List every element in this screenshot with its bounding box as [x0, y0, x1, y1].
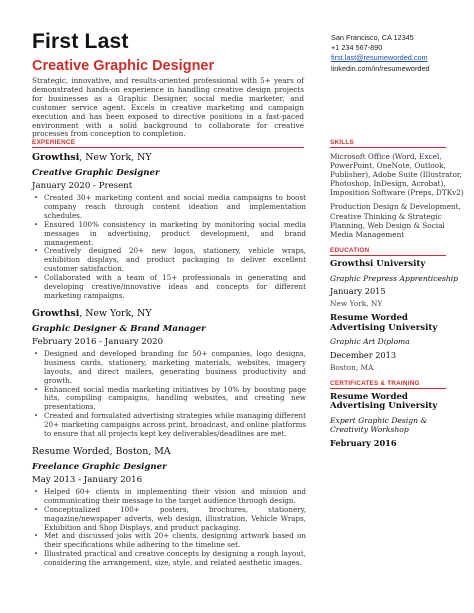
- education-school: Growthsi University: [330, 258, 426, 269]
- job-role: Creative Graphic Designer: [32, 168, 160, 178]
- contact-block: [331, 33, 466, 74]
- job-bullet: • Ensured 100% consistency in marketing by monitoring social media messages in advertising, product development, and brand management.: [44, 221, 306, 248]
- job-company-line: [32, 152, 306, 163]
- education-degree: Graphic Art Diploma: [330, 337, 410, 347]
- skills-software: Microsoft Office (Word, Excel, PowerPoint, OneNote, Outlook, Publisher), Adobe Suite (Illustrator, Photoshop, InDesign, Acrobat), Imposition Software (Preps, DTKv2): [330, 152, 464, 198]
- candidate-title: Creative Graphic Designer: [32, 58, 215, 74]
- education-school: Resume Worded Advertising University: [330, 312, 438, 333]
- job-bullet: • Created and formulated advertising strategies while managing different 20+ marketing campaigns across print, broadcast, and online platforms to ensure that all projects kept key deliverables/deadlines are met.: [44, 412, 306, 439]
- education-date: December 2013: [330, 349, 397, 360]
- job-bullets: [32, 194, 306, 301]
- job-entry: [32, 308, 306, 439]
- job-company: Growthsi: [32, 152, 80, 163]
- job-bullet: • Creatively designed 20+ new logos, stationery, vehicle wraps, exhibition displays, and product packaging to deliver excellent customer satisfaction.: [44, 247, 306, 274]
- education-entry: [330, 314, 466, 372]
- education-degree: Graphic Prepress Apprenticeship: [330, 273, 459, 283]
- summary-paragraph: Strategic, innovative, and results-oriented professional with 5+ years of demonstrated hands-on experience in handling creative design projects for businesses as a Graphic Designer, social media marketer, and customer service agent. Excels in creative marketing and campaign execution and has been exposed to directive positions in a fast-paced environment with a solid background to collaborate for creative processes from conception to completion.: [32, 76, 304, 139]
- education-date: January 2015: [330, 285, 386, 296]
- job-bullet: • Created 30+ marketing content and social media campaigns to boost company reach through content ideation and implementation schedules.: [44, 194, 306, 221]
- certificates-heading: CERTIFICATES & TRAINING: [330, 380, 446, 389]
- certificate-entry: [330, 393, 466, 448]
- experience-heading: EXPERIENCE: [32, 139, 304, 148]
- skills-heading: SKILLS: [330, 139, 446, 148]
- job-bullets: [32, 488, 306, 568]
- job-company-line: [32, 446, 306, 457]
- job-location: , New York, NY: [79, 307, 152, 319]
- contact-phone: +1 234 567-890: [331, 43, 383, 53]
- certificate-institution: Resume Worded Advertising University: [330, 391, 438, 412]
- job-bullet: • Illustrated practical and creative concepts by designing a rough layout, considering the arrangement, size, style, and related aesthetic images.: [44, 550, 306, 568]
- job-bullet: • Collaborated with a team of 15+ professionals in generating and developing creative/innovative ideas and concepts for different marketing campaigns.: [44, 274, 306, 301]
- job-bullet: • Enhanced social media marketing initiatives by 10% by boosting page hits, compiling campaigns, handling websites, and creating new presentations.: [44, 386, 306, 413]
- job-bullet: • Met and discussed jobs with 20+ clients, designing artwork based on their specifications while adhering to the timeline set.: [44, 532, 306, 550]
- job-dates: January 2020 - Present: [32, 181, 133, 191]
- skills-competencies: Production Design & Development, Creative Thinking & Strategic Planning, Web Design & Social Media Management: [330, 202, 461, 239]
- experience-section: [32, 139, 306, 575]
- contact-linkedin: linkedin.com/in/resumeworded: [331, 63, 430, 73]
- job-dates: February 2016 - January 2020: [32, 336, 164, 347]
- job-company: Growthsi: [32, 307, 80, 319]
- job-company-line: [32, 308, 306, 319]
- job-company: Resume Worded: [32, 445, 110, 457]
- candidate-name: First Last: [32, 30, 129, 53]
- job-entry: [32, 446, 306, 568]
- job-entry: [32, 152, 306, 301]
- education-entry: [330, 260, 466, 308]
- certificate-date: February 2016: [330, 437, 397, 448]
- sidebar-column: [330, 139, 466, 448]
- job-bullet: • Helped 60+ clients in implementing their vision and mission and communicating their message to the target audience through design.: [44, 488, 306, 506]
- job-bullet: • Conceptualized 100+ posters, brochures, stationery, magazine/newspaper adverts, web design, illustration, Vehicle Wraps, Exhibition and Shop Displays, and product packaging.: [44, 506, 306, 533]
- job-bullet: • Designed and developed branding for 50+ companies, logo designs, business cards, stationery, marketing materials, websites, imagery layouts, and direct mailers, generating business productivity and growth.: [44, 350, 306, 386]
- education-location: Boston, MA: [330, 362, 374, 372]
- job-role: Graphic Designer & Brand Manager: [32, 323, 206, 334]
- contact-location: San Francisco, CA 12345: [331, 33, 414, 42]
- certificate-name: Expert Graphic Design & Creativity Workshop: [330, 416, 428, 435]
- job-location: , Boston, MA: [109, 445, 171, 457]
- education-location: New York, NY: [330, 298, 383, 308]
- job-bullets: [32, 350, 306, 439]
- job-dates: May 2013 - January 2016: [32, 474, 143, 485]
- education-heading: EDUCATION: [330, 247, 446, 256]
- contact-email-link[interactable]: first.last@resumeworded.com: [331, 53, 428, 63]
- job-location: , New York, NY: [79, 152, 152, 163]
- job-role: Freelance Graphic Designer: [32, 461, 167, 472]
